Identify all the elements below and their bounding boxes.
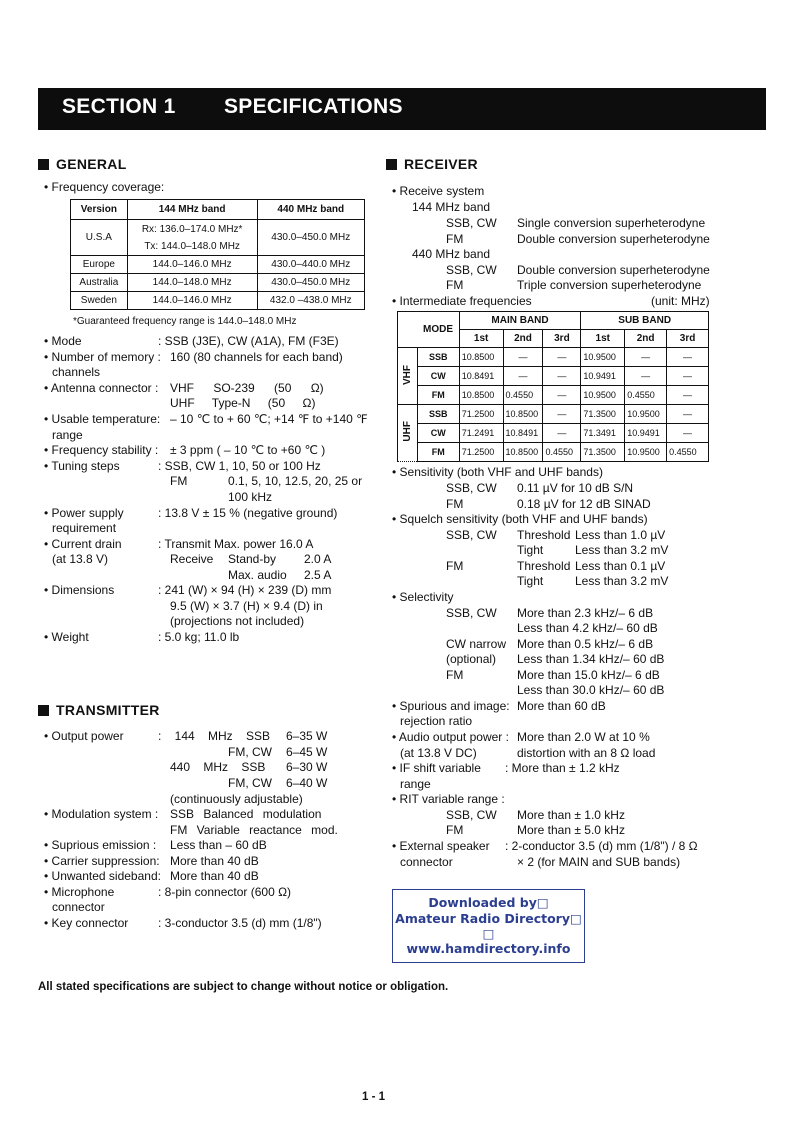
table-cell: Tx: 144.0–148.0 MHz: [144, 240, 240, 252]
spec-value: Less than 3.2 mV: [575, 543, 669, 557]
table-cell: —: [543, 367, 581, 386]
uhf-label: UHF: [401, 421, 413, 442]
table-header: 1st: [581, 330, 625, 348]
spec-label: requirement: [52, 521, 117, 535]
spec-value: 6–45 W: [286, 745, 328, 759]
table-cell: —: [667, 348, 709, 367]
spec-value: × 2 (for MAIN and SUB bands): [517, 855, 681, 869]
spec-value: Double conversion superheterodyne: [517, 232, 710, 246]
table-cell: 10.8500: [459, 386, 503, 405]
spec-value: Stand-by: [228, 552, 277, 566]
spec-value: ± 3 ppm ( – 10 ℃ to +60 ℃ ): [170, 443, 326, 457]
spec-label: 440 MHz band: [412, 247, 491, 261]
spec-label: • Modulation system :: [44, 807, 159, 821]
table-header: 2nd: [625, 330, 667, 348]
spec-label: (optional): [446, 652, 497, 666]
freq-coverage-label: • Frequency coverage:: [44, 180, 165, 194]
spec-label: • Selectivity: [392, 590, 454, 604]
spec-label: • Current drain: [44, 537, 122, 551]
spec-value: Less than 4.2 kHz/– 60 dB: [517, 621, 658, 635]
spec-label: FM: [446, 668, 464, 682]
spec-label: • External speaker: [392, 839, 490, 853]
download-link[interactable]: www.hamdirectory.info: [406, 941, 571, 956]
spec-label: SSB, CW: [446, 528, 497, 542]
table-cell: 10.9500: [581, 386, 625, 405]
page-number: 1 - 1: [362, 1091, 386, 1103]
spec-value: : 144 MHz SSB: [158, 729, 271, 743]
spec-value: : SSB, CW 1, 10, 50 or 100 Hz: [158, 459, 321, 473]
table-header: 1st: [459, 330, 503, 348]
spec-label: • Usable temperature:: [44, 412, 161, 426]
spec-label: rejection ratio: [400, 714, 473, 728]
spec-value: 0.1, 5, 10, 12.5, 20, 25 or: [228, 474, 363, 488]
spec-label: • Dimensions: [44, 583, 115, 597]
table-cell: —: [625, 348, 667, 367]
table-cell: —: [667, 386, 709, 405]
footnote: *Guaranteed frequency range is 144.0–148.0 MHz: [73, 316, 297, 327]
spec-value: 6–30 W: [286, 760, 328, 774]
section-title: SPECIFICATIONS: [224, 95, 403, 118]
spec-label: • Antenna connector :: [44, 381, 159, 395]
spec-label: • Power supply: [44, 506, 124, 520]
table-cell: FM: [417, 443, 459, 462]
spec-value: (unit: MHz): [651, 294, 710, 308]
table-cell: —: [667, 367, 709, 386]
spec-value: : 13.8 V ± 15 % (negative ground): [158, 506, 338, 520]
table-header: 2nd: [503, 330, 543, 348]
spec-value: More than 60 dB: [517, 699, 606, 713]
spec-label: channels: [52, 365, 101, 379]
spec-value: (continuously adjustable): [170, 792, 303, 806]
spec-label: • Tuning steps: [44, 459, 120, 473]
table-cell: U.S.A: [71, 220, 128, 256]
spec-label: • RIT variable range :: [392, 792, 505, 806]
spec-label: connector: [400, 855, 453, 869]
spec-label: • Output power: [44, 729, 124, 743]
table-cell: Europe: [71, 256, 128, 274]
spec-value: More than 0.5 kHz/– 6 dB: [517, 637, 654, 651]
spec-label: 144 MHz band: [412, 200, 491, 214]
receiver-heading: RECEIVER: [386, 156, 478, 172]
download-line: Amateur Radio Directory□: [395, 911, 582, 926]
table-cell: 0.4550: [667, 443, 709, 462]
spec-label: • Intermediate frequencies: [392, 294, 532, 308]
table-cell: 10.8491: [503, 424, 543, 443]
table-cell: 432.0 –438.0 MHz: [257, 292, 364, 310]
spec-label: FM: [446, 559, 464, 573]
spec-value: – 10 ℃ to + 60 ℃; +14 ℉ to +140 ℉: [170, 412, 368, 426]
spec-value: More than ± 5.0 kHz: [517, 823, 625, 837]
spec-label: • IF shift variable: [392, 761, 481, 775]
spec-value: FM, CW: [228, 776, 272, 790]
table-cell: 10.9500: [625, 443, 667, 462]
spec-label: FM: [446, 497, 464, 511]
spec-label: SSB, CW: [446, 606, 497, 620]
spec-value: 2.5 A: [304, 568, 332, 582]
table-header: MAIN BAND: [459, 312, 581, 330]
spec-value: distortion with an 8 Ω load: [517, 746, 656, 760]
spec-value: Less than 3.2 mV: [575, 574, 669, 588]
table-cell: —: [543, 348, 581, 367]
spec-value: (projections not included): [170, 614, 305, 628]
spec-label: FM: [446, 823, 464, 837]
table-header: 3rd: [667, 330, 709, 348]
spec-value: More than 2.0 W at 10 %: [517, 730, 650, 744]
table-cell: 10.8500: [503, 405, 543, 424]
spec-label: • Spurious and image:: [392, 699, 510, 713]
spec-value: More than 40 dB: [170, 854, 259, 868]
table-cell: —: [625, 367, 667, 386]
spec-label: • Mode: [44, 334, 82, 348]
table-cell: Rx: 136.0–174.0 MHz*: [141, 223, 243, 235]
spec-value: : 8-pin connector (600 Ω): [158, 885, 292, 899]
spec-value: Threshold: [517, 528, 571, 542]
spec-label: • Suprious emission :: [44, 838, 157, 852]
table-cell: Australia: [71, 274, 128, 292]
spec-label: (at 13.8 V DC): [400, 746, 477, 760]
table-cell: 144.0–148.0 MHz: [127, 274, 257, 292]
spec-label: SSB, CW: [446, 808, 497, 822]
table-cell: —: [543, 405, 581, 424]
spec-value: Threshold: [517, 559, 571, 573]
table-cell: 71.3491: [581, 424, 625, 443]
spec-label: range: [52, 428, 83, 442]
table-cell: —: [503, 367, 543, 386]
spec-label: CW narrow: [446, 637, 507, 651]
table-header: 144 MHz band: [127, 200, 257, 220]
spec-label: connector: [52, 900, 105, 914]
table-cell: 71.2500: [459, 443, 503, 462]
spec-label: • Audio output power :: [392, 730, 509, 744]
spec-label: SSB, CW: [446, 263, 497, 277]
spec-value: : 5.0 kg; 11.0 lb: [158, 630, 240, 644]
table-cell: 71.3500: [581, 405, 625, 424]
spec-label: range: [400, 777, 431, 791]
spec-value: More than 40 dB: [170, 869, 259, 883]
table-header: Version: [71, 200, 128, 220]
spec-value: : 3-conductor 3.5 (d) mm (1/8"): [158, 916, 322, 930]
table-cell: 10.9500: [625, 405, 667, 424]
spec-value: 6–40 W: [286, 776, 328, 790]
section-banner: [38, 88, 766, 130]
table-cell: —: [667, 424, 709, 443]
spec-value: 6–35 W: [286, 729, 328, 743]
spec-value: VHF SO-239 (50 Ω): [170, 381, 324, 395]
download-line: □: [482, 926, 495, 941]
spec-value: UHF Type-N (50 Ω): [170, 396, 316, 410]
spec-value: Double conversion superheterodyne: [517, 263, 710, 277]
spec-label: • Squelch sensitivity (both VHF and UHF bands): [392, 512, 648, 526]
table-header: 440 MHz band: [257, 200, 364, 220]
table-cell: 0.4550: [625, 386, 667, 405]
spec-label: • Frequency stability :: [44, 443, 159, 457]
spec-value: 100 kHz: [228, 490, 273, 504]
spec-value: FM, CW: [228, 745, 272, 759]
spec-value: : 2-conductor 3.5 (d) mm (1/8") / 8 Ω: [505, 839, 698, 853]
table-header: MODE: [417, 312, 459, 348]
spec-label: • Carrier suppression:: [44, 854, 160, 868]
spec-value: Less than 1.0 µV: [575, 528, 666, 542]
spec-label: • Microphone: [44, 885, 115, 899]
table-cell: 71.2491: [459, 424, 503, 443]
spec-value: 0.18 µV for 12 dB SINAD: [517, 497, 651, 511]
download-box: [392, 889, 585, 963]
spec-label: FM: [446, 232, 464, 246]
table-cell: 10.9500: [581, 348, 625, 367]
transmitter-heading: TRANSMITTER: [38, 702, 160, 718]
spec-value: FM Variable reactance mod.: [170, 823, 338, 837]
spec-value: Receive: [170, 552, 214, 566]
table-cell: 10.8500: [503, 443, 543, 462]
spec-value: FM: [170, 474, 188, 488]
spec-value: Less than 0.1 µV: [575, 559, 666, 573]
table-cell: 10.8491: [459, 367, 503, 386]
frequency-table: [70, 199, 365, 310]
table-cell: CW: [417, 424, 459, 443]
table-cell: 430.0–450.0 MHz: [257, 274, 364, 292]
spec-value: : Transmit Max. power 16.0 A: [158, 537, 314, 551]
spec-value: More than ± 1.0 kHz: [517, 808, 625, 822]
table-cell: CW: [417, 367, 459, 386]
spec-label: FM: [446, 278, 464, 292]
spec-value: 440 MHz SSB: [170, 760, 266, 774]
spec-value: More than 15.0 kHz/– 6 dB: [517, 668, 660, 682]
table-cell: 10.8500: [459, 348, 503, 367]
spec-value: Single conversion superheterodyne: [517, 216, 706, 230]
table-cell: 10.9491: [581, 367, 625, 386]
spec-label: • Weight: [44, 630, 89, 644]
vhf-label: VHF: [401, 364, 413, 385]
table-cell: SSB: [417, 405, 459, 424]
notice: All stated specifications are subject to change without notice or obligation.: [38, 981, 449, 993]
spec-value: SSB Balanced modulation: [170, 807, 322, 821]
table-cell: 144.0–146.0 MHz: [127, 256, 257, 274]
spec-value: Triple conversion superheterodyne: [517, 278, 702, 292]
spec-value: Less than 1.34 kHz/– 60 dB: [517, 652, 665, 666]
table-cell: 430.0–440.0 MHz: [257, 256, 364, 274]
spec-label: • Unwanted sideband:: [44, 869, 161, 883]
table-cell: Sweden: [71, 292, 128, 310]
spec-value: : 241 (W) × 94 (H) × 239 (D) mm: [158, 583, 332, 597]
section-number: SECTION 1: [62, 95, 176, 118]
table-cell: 71.3500: [581, 443, 625, 462]
spec-value: Tight: [517, 574, 544, 588]
spec-value: More than 2.3 kHz/– 6 dB: [517, 606, 654, 620]
spec-label: • Sensitivity (both VHF and UHF bands): [392, 465, 603, 479]
table-cell: 0.4550: [543, 443, 581, 462]
if-table: [397, 311, 709, 462]
table-cell: —: [543, 424, 581, 443]
table-cell: 10.9491: [625, 424, 667, 443]
table-cell: —: [543, 386, 581, 405]
spec-value: Less than – 60 dB: [170, 838, 267, 852]
table-cell: 144.0–146.0 MHz: [127, 292, 257, 310]
table-header: SUB BAND: [581, 312, 709, 330]
download-line: Downloaded by□: [428, 895, 549, 910]
spec-value: 2.0 A: [304, 552, 332, 566]
table-cell: 71.2500: [459, 405, 503, 424]
table-cell: SSB: [417, 348, 459, 367]
table-cell: —: [667, 405, 709, 424]
table-cell: 430.0–450.0 MHz: [257, 220, 364, 256]
table-header: 3rd: [543, 330, 581, 348]
spec-value: : More than ± 1.2 kHz: [505, 761, 620, 775]
table-cell: 0.4550: [503, 386, 543, 405]
spec-label: SSB, CW: [446, 481, 497, 495]
spec-value: 9.5 (W) × 3.7 (H) × 9.4 (D) in: [170, 599, 323, 613]
spec-label: SSB, CW: [446, 216, 497, 230]
spec-value: 160 (80 channels for each band): [170, 350, 343, 364]
table-cell: —: [503, 348, 543, 367]
spec-label: (at 13.8 V): [52, 552, 109, 566]
table-cell: FM: [417, 386, 459, 405]
spec-value: 0.11 µV for 10 dB S/N: [517, 481, 634, 495]
spec-label: • Key connector: [44, 916, 129, 930]
general-heading: GENERAL: [38, 156, 127, 172]
spec-value: Tight: [517, 543, 544, 557]
spec-label: • Number of memory :: [44, 350, 161, 364]
spec-value: Less than 30.0 kHz/– 60 dB: [517, 683, 665, 697]
spec-value: Max. audio: [228, 568, 287, 582]
spec-value: : SSB (J3E), CW (A1A), FM (F3E): [158, 334, 339, 348]
spec-label: • Receive system: [392, 184, 485, 198]
